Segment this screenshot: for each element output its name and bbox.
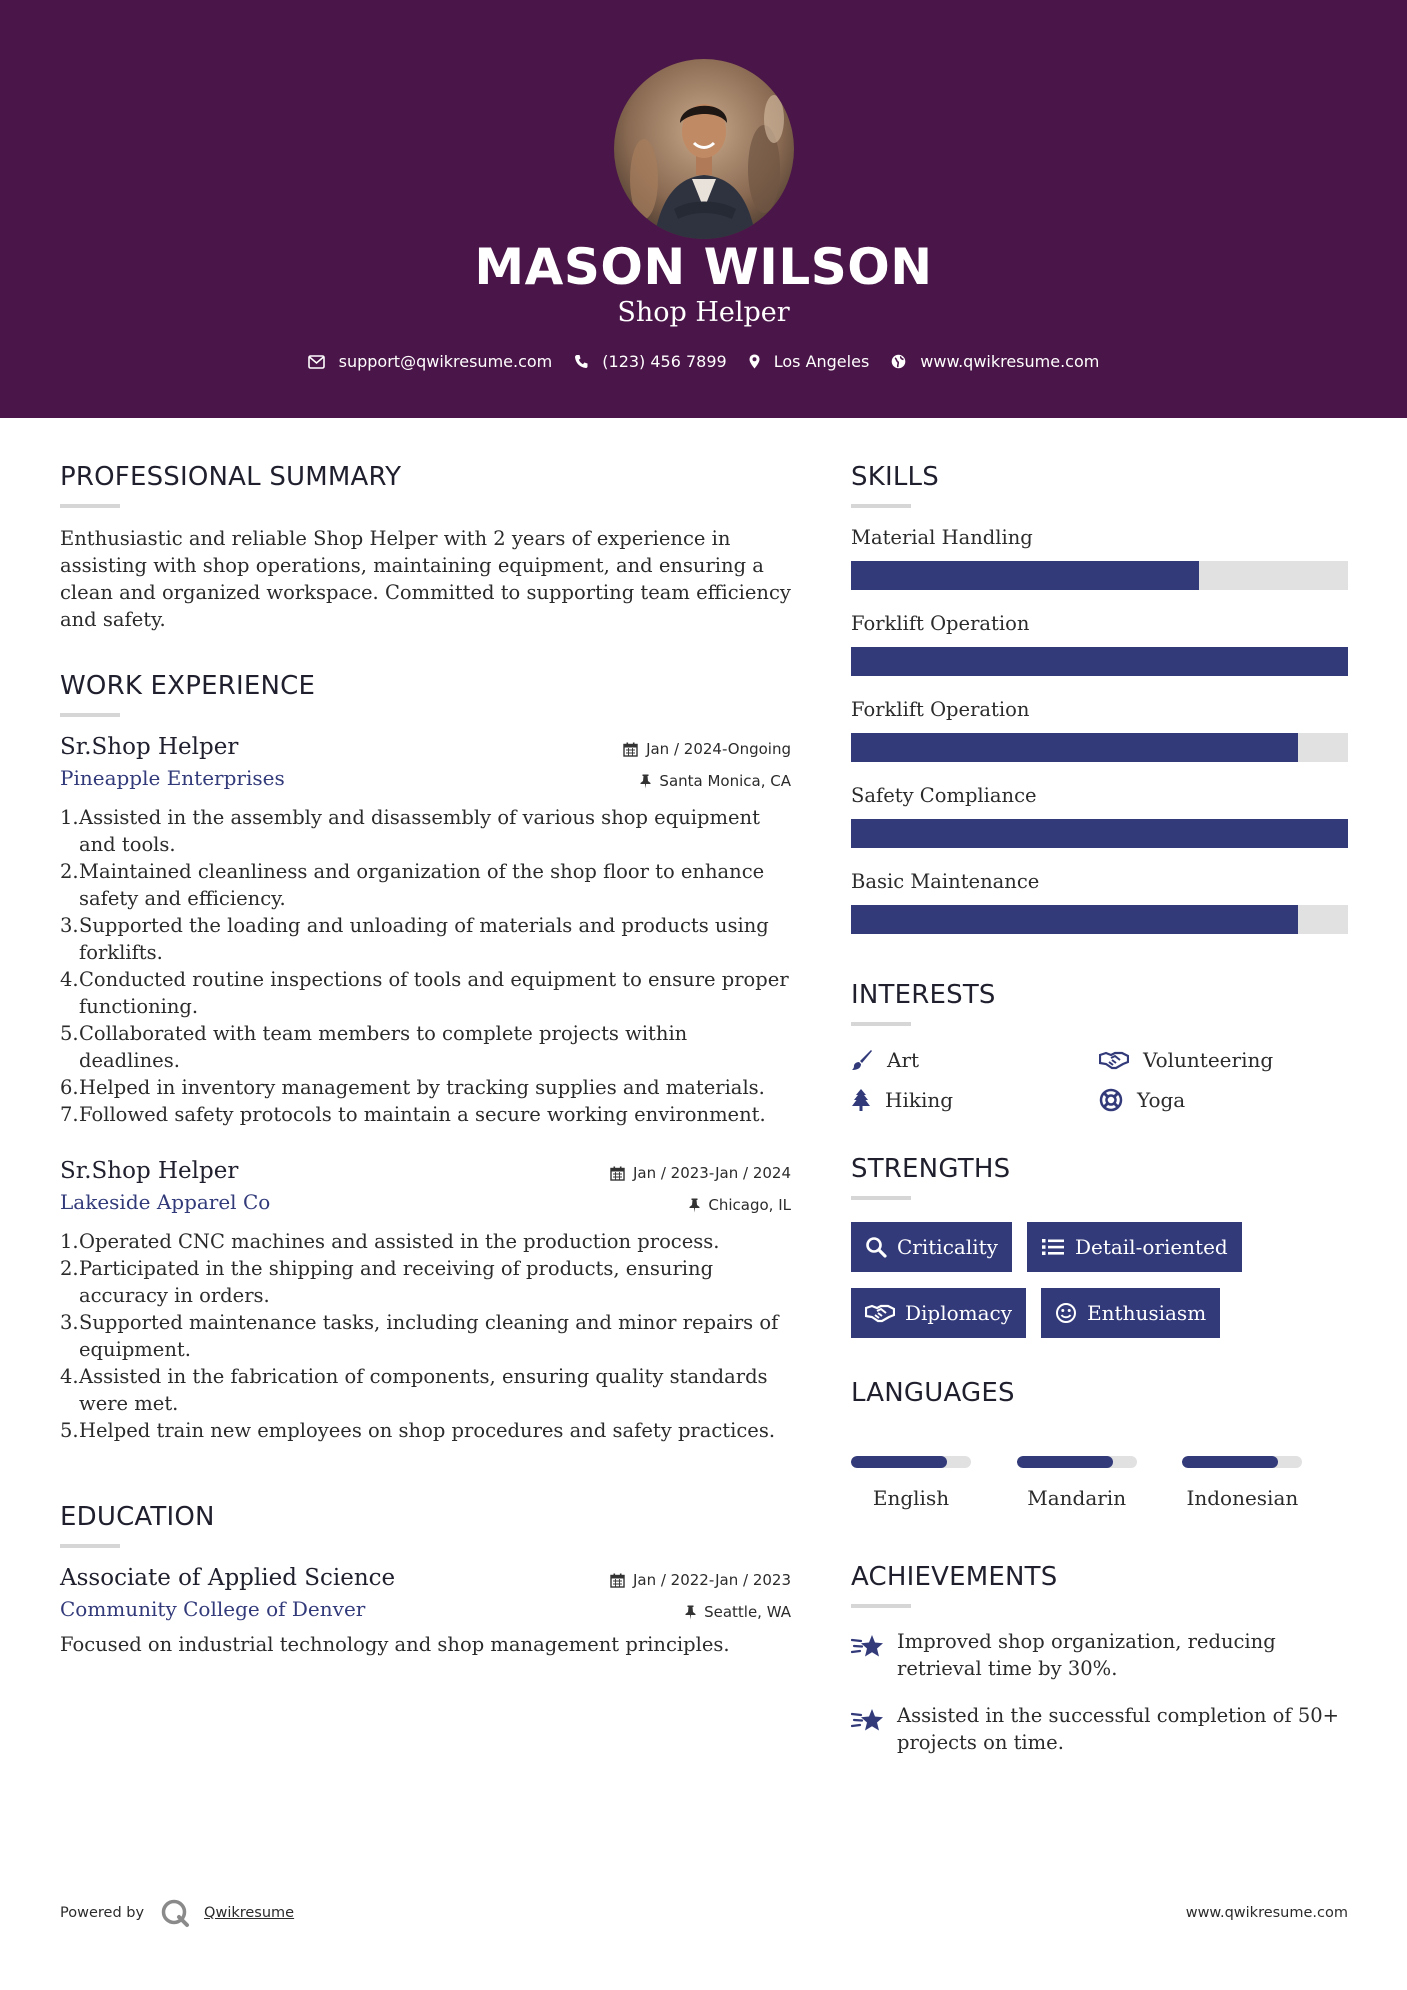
language-bar [851, 1456, 971, 1468]
experience-heading: WORK EXPERIENCE [60, 671, 316, 701]
pushpin-icon [640, 774, 651, 789]
phone-text: (123) 456 7899 [602, 352, 727, 371]
duty-item: 6. Helped in inventory management by tracking supplies and materials. [60, 1076, 765, 1099]
skill-item [851, 526, 1348, 590]
smile-icon [1055, 1302, 1077, 1324]
profile-photo [614, 59, 794, 239]
duty-item: 4. Assisted in the fabrication of components, ensuring quality standards were met. [60, 1363, 791, 1417]
section-divider [60, 504, 120, 508]
language-name: Indonesian [1186, 1486, 1299, 1510]
language-name: English [872, 1486, 950, 1510]
tree-icon [851, 1088, 871, 1112]
skill-name: Forklift Operation [851, 698, 1030, 721]
school-name: Community College of Denver [60, 1597, 366, 1621]
calendar-icon [610, 1573, 625, 1588]
left-column [60, 462, 791, 1658]
footer-powered-by [60, 1898, 294, 1928]
summary-heading: PROFESSIONAL SUMMARY [60, 462, 402, 492]
duty-item: 3. Supported maintenance tasks, including cleaning and minor repairs of equipment. [60, 1309, 791, 1363]
job-location-text: Chicago, IL [708, 1196, 791, 1214]
language-bar [1017, 1456, 1137, 1468]
languages-section [851, 1378, 1348, 1510]
skill-fill [851, 647, 1348, 676]
strength-label: Criticality [897, 1235, 998, 1259]
duty-text: Supported the loading and unloading of materials and products using forklifts. [79, 914, 769, 964]
strength-label: Diplomacy [905, 1301, 1013, 1325]
job-dates-text: Jan / 2023-Jan / 2024 [632, 1164, 791, 1182]
section-divider [851, 1604, 911, 1608]
job-entry [60, 1158, 791, 1444]
duty-item: 3. Supported the loading and unloading of materials and products using forklifts. [60, 912, 791, 966]
duty-item: 2. Maintained cleanliness and organization of the shop floor to enhance safety and efficiency. [60, 858, 791, 912]
skill-item [851, 698, 1348, 762]
duty-text: Conducted routine inspections of tools and equipment to ensure proper functioning. [79, 968, 789, 1018]
section-divider [60, 1544, 120, 1548]
search-icon [865, 1236, 887, 1258]
website-text: www.qwikresume.com [920, 352, 1100, 371]
handshake-icon [865, 1303, 895, 1323]
job-dates [610, 1164, 791, 1182]
summary-text: Enthusiastic and reliable Shop Helper with 2 years of experience in assisting with shop operations, maintaining equipment, and ensuring a clean and organized workspace. Committed to supporting team efficiency and safety. [60, 527, 791, 631]
language-fill [851, 1456, 947, 1468]
duty-text: Assisted in the fabrication of components, ensuring quality standards were met. [79, 1365, 768, 1415]
skill-bar [851, 647, 1348, 676]
skill-bar [851, 561, 1348, 590]
achievement-text: Assisted in the successful completion of 50+ projects on time. [897, 1704, 1339, 1754]
education-heading: EDUCATION [60, 1502, 215, 1532]
education-location-text: Seattle, WA [704, 1603, 791, 1621]
interests-section [851, 980, 1348, 1112]
job-entry [60, 734, 791, 1128]
strength-chip [851, 1222, 1012, 1272]
skill-name: Basic Maintenance [851, 870, 1040, 893]
skill-fill [851, 561, 1199, 590]
interest-label: Volunteering [1143, 1048, 1274, 1072]
phone-icon [574, 354, 588, 369]
email-text: support@qwikresume.com [338, 352, 553, 371]
strength-chip [1027, 1222, 1242, 1272]
duty-item: 5. Collaborated with team members to complete projects within deadlines. [60, 1020, 791, 1074]
duty-text: Operated CNC machines and assisted in the production process. [79, 1230, 720, 1253]
strength-chip [1041, 1288, 1220, 1338]
skill-name: Forklift Operation [851, 612, 1030, 635]
interest-label: Yoga [1137, 1088, 1186, 1112]
duty-text: Collaborated with team members to complete projects within deadlines. [79, 1022, 688, 1072]
language-fill [1182, 1456, 1278, 1468]
duty-text: Supported maintenance tasks, including cleaning and minor repairs of equipment. [79, 1311, 779, 1361]
interests-heading: INTERESTS [851, 980, 996, 1010]
duty-text: Assisted in the assembly and disassembly of various shop equipment and tools. [79, 806, 760, 856]
right-column [851, 462, 1348, 1756]
contact-email[interactable] [308, 352, 553, 371]
skills-section [851, 462, 1348, 934]
duty-item: 1. Assisted in the assembly and disassembly of various shop equipment and tools. [60, 804, 791, 858]
languages-heading: LANGUAGES [851, 1378, 1015, 1408]
skill-name: Material Handling [851, 526, 1033, 549]
pushpin-icon [689, 1198, 700, 1213]
calendar-icon [623, 742, 638, 757]
strengths-section [851, 1154, 1348, 1338]
contact-bar [0, 352, 1407, 371]
skills-heading: SKILLS [851, 462, 939, 492]
contact-phone[interactable] [574, 352, 726, 371]
section-divider [60, 713, 120, 717]
language-fill [1017, 1456, 1113, 1468]
duty-text: Helped train new employees on shop procedures and safety practices. [79, 1419, 776, 1442]
achievement-item [851, 1702, 1348, 1756]
achievement-item [851, 1628, 1348, 1682]
skills-list [851, 526, 1348, 934]
language-item [1182, 1456, 1348, 1510]
interest-item [1099, 1048, 1348, 1072]
duty-text: Helped in inventory management by tracking supplies and materials. [79, 1076, 765, 1099]
contact-location [749, 352, 870, 371]
interest-item [851, 1088, 1099, 1112]
education-location [685, 1603, 791, 1621]
job-role: Sr.Shop Helper [60, 734, 239, 760]
list-icon [1041, 1237, 1065, 1257]
job-location-text: Santa Monica, CA [659, 772, 791, 790]
skill-item [851, 612, 1348, 676]
duty-item: 7. Followed safety protocols to maintain a secure working environment. [60, 1103, 766, 1126]
interest-item [1099, 1088, 1348, 1112]
achievement-text: Improved shop organization, reducing retrieval time by 30%. [897, 1630, 1276, 1680]
duty-text: Followed safety protocols to maintain a secure working environment. [79, 1103, 766, 1126]
envelope-icon [308, 355, 325, 369]
education-entry [60, 1565, 791, 1658]
skill-fill [851, 819, 1348, 848]
globe-icon [891, 354, 906, 369]
powered-by-text: Powered by [60, 1905, 145, 1921]
job-company: Pineapple Enterprises [60, 766, 285, 790]
degree-name: Associate of Applied Science [60, 1565, 396, 1591]
job-role: Sr.Shop Helper [60, 1158, 239, 1184]
achievements-heading: ACHIEVEMENTS [851, 1562, 1058, 1592]
languages-list [851, 1456, 1348, 1510]
strength-label: Detail-oriented [1074, 1235, 1228, 1259]
duty-list [60, 804, 791, 1128]
education-dates-text: Jan / 2022-Jan / 2023 [632, 1571, 791, 1589]
contact-website[interactable] [891, 352, 1099, 371]
job-title: Shop Helper [617, 297, 790, 328]
education-section [60, 1502, 791, 1658]
strength-label: Enthusiasm [1087, 1301, 1207, 1325]
job-dates-text: Jan / 2024-Ongoing [646, 740, 791, 758]
skill-bar [851, 819, 1348, 848]
strengths-list [851, 1222, 1348, 1338]
experience-section [60, 671, 791, 1444]
duty-item: 1. Operated CNC machines and assisted in the production process. [60, 1230, 720, 1253]
achievements-section [851, 1562, 1348, 1756]
skill-bar [851, 905, 1348, 934]
interest-label: Art [887, 1048, 920, 1072]
qwikresume-logo-icon [160, 1898, 190, 1928]
shooting-star-icon [851, 1706, 885, 1734]
footer-website[interactable]: www.qwikresume.com [1185, 1905, 1348, 1921]
skill-bar [851, 733, 1348, 762]
job-company: Lakeside Apparel Co [60, 1190, 271, 1214]
section-divider [851, 504, 911, 508]
language-item [851, 1456, 1017, 1510]
duty-item: 5. Helped train new employees on shop procedures and safety practices. [60, 1419, 776, 1442]
paintbrush-icon [851, 1049, 873, 1071]
handshake-icon [1099, 1050, 1129, 1070]
language-item [1017, 1456, 1183, 1510]
interest-label: Hiking [885, 1088, 954, 1112]
section-divider [851, 1022, 911, 1026]
skill-item [851, 784, 1348, 848]
map-pin-icon [749, 354, 760, 369]
resume-header [0, 0, 1407, 418]
calendar-icon [610, 1166, 625, 1181]
job-location [640, 772, 791, 790]
education-dates [610, 1571, 791, 1589]
location-text: Los Angeles [773, 352, 870, 371]
interest-item [851, 1048, 1099, 1072]
duty-item: 4. Conducted routine inspections of tools and equipment to ensure proper functioning. [60, 966, 791, 1020]
strengths-heading: STRENGTHS [851, 1154, 1011, 1184]
duty-text: Maintained cleanliness and organization of the shop floor to enhance safety and efficiency. [79, 860, 765, 910]
language-name: Mandarin [1027, 1486, 1127, 1510]
duty-text: Participated in the shipping and receiving of products, ensuring accuracy in orders. [79, 1257, 714, 1307]
skill-fill [851, 733, 1298, 762]
skill-fill [851, 905, 1298, 934]
pushpin-icon [685, 1605, 696, 1620]
education-description: Focused on industrial technology and shop management principles. [60, 1633, 730, 1656]
candidate-name: MASON WILSON [474, 238, 933, 296]
shooting-star-icon [851, 1632, 885, 1660]
duty-list [60, 1228, 791, 1444]
brand-link[interactable]: Qwikresume [204, 1905, 295, 1921]
job-dates [623, 740, 791, 758]
duty-item: 2. Participated in the shipping and receiving of products, ensuring accuracy in orders. [60, 1255, 791, 1309]
summary-section [60, 462, 791, 633]
skill-item [851, 870, 1348, 934]
life-ring-icon [1099, 1088, 1123, 1112]
section-divider [851, 1196, 911, 1200]
interests-grid [851, 1048, 1348, 1112]
skill-name: Safety Compliance [851, 784, 1037, 807]
language-bar [1182, 1456, 1302, 1468]
job-location [689, 1196, 791, 1214]
strength-chip [851, 1288, 1026, 1338]
